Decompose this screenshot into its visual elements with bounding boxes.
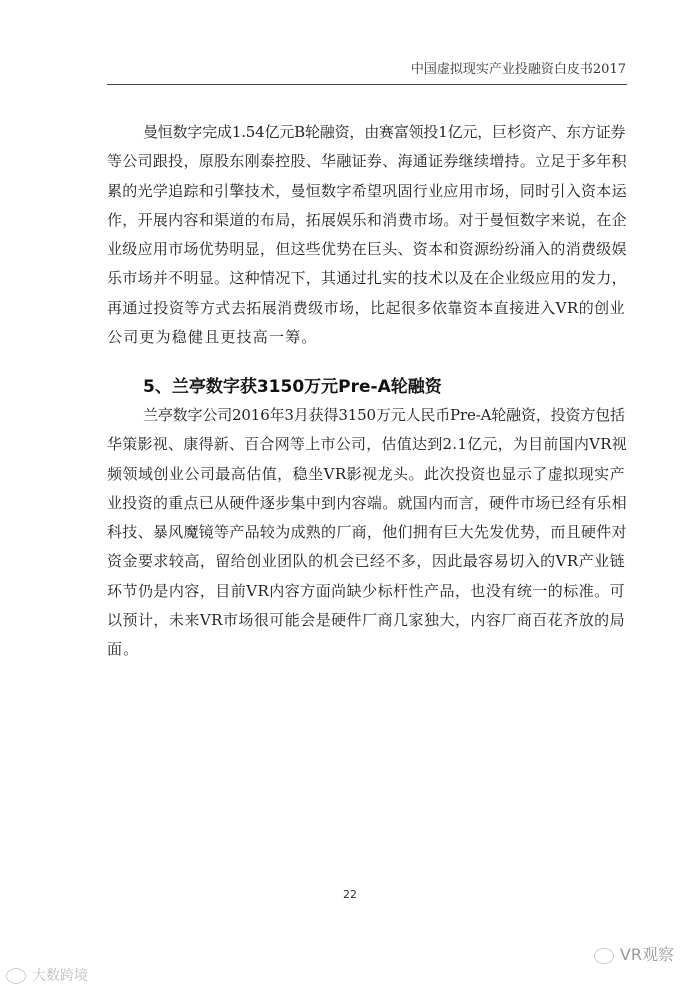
paragraph-2 <box>107 401 627 665</box>
paragraph-1 <box>107 118 627 352</box>
wechat-logo-icon <box>594 948 614 964</box>
section-heading: 5、兰亭数字获3150万元Pre-A轮融资 <box>143 377 442 397</box>
watermark-left <box>6 965 88 985</box>
text-line: 资金要求较高，留给创业团队的机会已经不多，因此最容易切入的VR产业链 <box>107 552 626 571</box>
text-line: 再通过投资等方式去拓展消费级市场，比起很多依靠资本直接进入VR的创业 <box>107 298 626 317</box>
text-line: 曼恒数字完成1.54亿元B轮融资，由赛富领投1亿元，巨杉资产、东方证券 <box>143 123 626 141</box>
text-line: 作，开展内容和渠道的布局，拓展娱乐和消费市场。对于曼恒数字来说，在企 <box>107 210 627 229</box>
text-line: 频领域创业公司最高估值，稳坐VR影视龙头。此次投资也显示了虚拟现实产 <box>107 464 626 483</box>
text-line: 等公司跟投，原股东刚泰控股、华融证券、海通证券继续增持。立足于多年积 <box>107 152 627 171</box>
text-line: 科技、暴风魔镜等产品较为成熟的厂商，他们拥有巨大先发优势，而且硬件对 <box>107 523 627 542</box>
text-line: 乐市场并不明显。这种情况下，其通过扎实的技术以及在企业级应用的发力， <box>107 269 627 288</box>
watermark-left-text: 大数跨境 <box>32 968 88 984</box>
logo-icon <box>6 968 26 984</box>
page-number: 22 <box>343 888 357 901</box>
header-divider <box>107 84 627 85</box>
text-line: 面。 <box>107 640 140 659</box>
text-line: 业投资的重点已从硬件逐步集中到内容端。就国内而言，硬件市场已经有乐相 <box>107 493 627 512</box>
text-line: 兰亭数字公司2016年3月获得3150万元人民币Pre-A轮融资，投资方包括 <box>143 406 625 424</box>
watermark-right-text: VR观察 <box>619 945 674 964</box>
text-line: 环节仍是内容，目前VR内容方面尚缺少标杆性产品，也没有统一的标准。可 <box>107 581 626 600</box>
text-line: 公司更为稳健且更技高一筹。 <box>107 328 318 347</box>
text-line: 累的光学追踪和引擎技术，曼恒数字希望巩固行业应用市场，同时引入资本运 <box>107 181 627 200</box>
text-line: 业级应用市场优势明显，但这些优势在巨头、资本和资源纷纷涌入的消费级娱 <box>107 240 627 259</box>
text-line: 以预计，未来VR市场很可能会是硬件厂商几家独大，内容厂商百花齐放的局 <box>107 611 626 630</box>
watermark-right <box>594 942 674 965</box>
document-header-title: 中国虚拟现实产业投融资白皮书2017 <box>410 62 626 77</box>
text-line: 华策影视、康得新、百合网等上市公司，估值达到2.1亿元，为目前国内VR视 <box>107 435 627 454</box>
